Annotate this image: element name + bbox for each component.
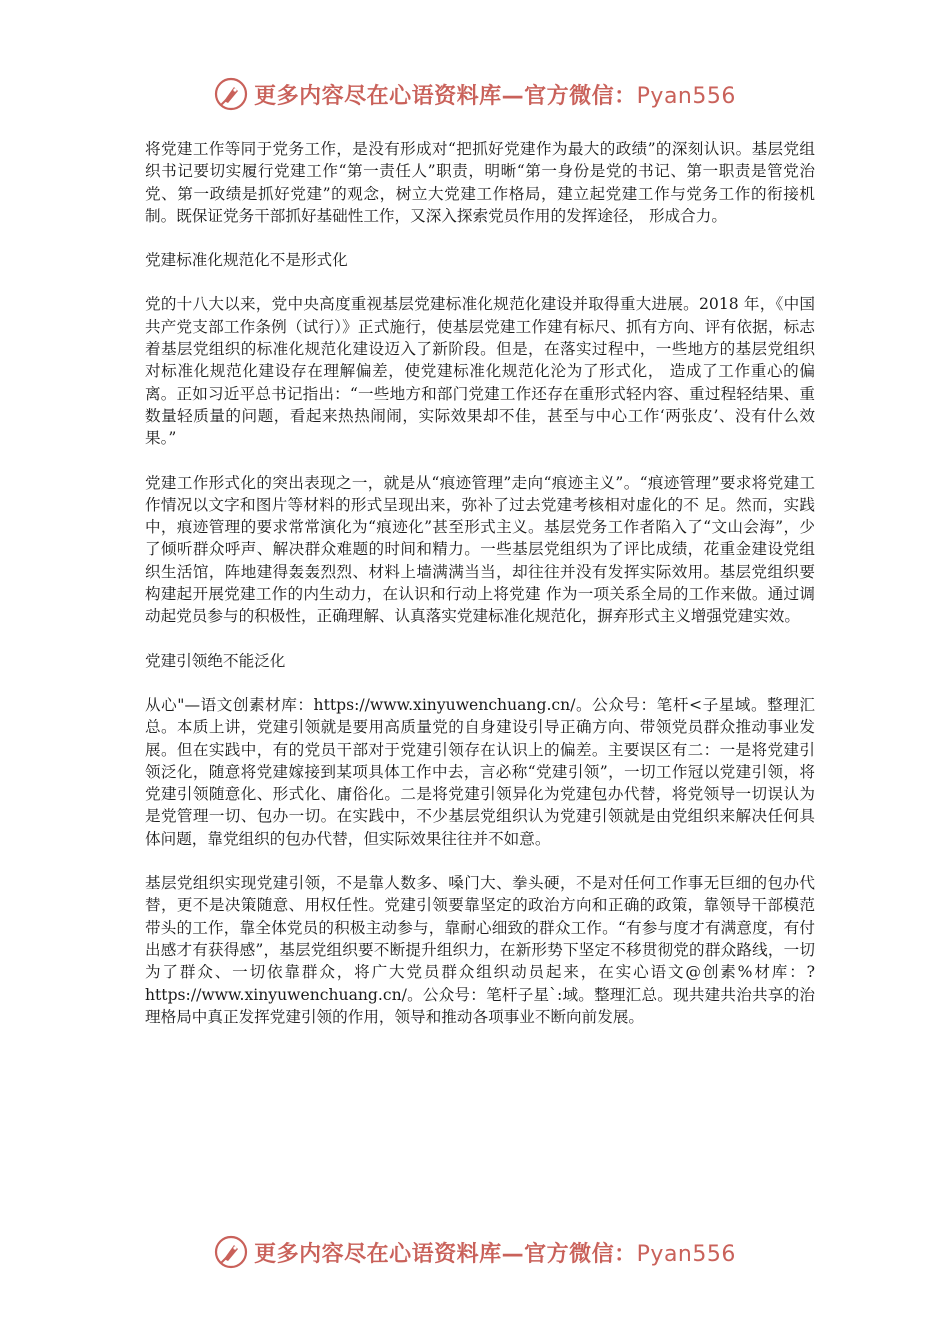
paragraph: 从心"—语文创素材库：https://www.xinyuwenchuang.cn/。公众号：笔杆<子星域。整理汇总。本质上讲，党建引领就是要用高质量党的自身建设引导正确方向、带领党员群众推动事业发展。但在实践中，有的党员干部对于党建引领存在认识上的偏差。主要误区有二：一是将党建引领泛化，随意将党建嫁接到某项具体工作中去，言必称“党建引领”，一切工作冠以党建引领，将党建引领随意化、形式化、庸俗化。二是将党建引领异化为党建包办代替，将党领导一切误认为是党管理一切、包办一切。在实践中，不少基层党组织认为党建引领就是由党组织来解决任何具体问题，靠党组织的包办代替，但实际效果往往并不如意。	[145, 695, 815, 848]
section-heading: 党建引领绝不能泛化	[145, 651, 286, 670]
wechat-id: Pyan556	[636, 1241, 736, 1267]
wechat-id: Pyan556	[636, 83, 736, 109]
paragraph: 基层党组织实现党建引领，不是靠人数多、嗓门大、拳头硬，不是对任何工作事无巨细的包办代替，更不是决策随意、用权任性。党建引领要靠坚定的政治方向和正确的政策，靠领导干部模范带头的工作，靠全体党员的积极主动参与，靠耐心细致的群众工作。“有参与度才有满意度，有付出感才有获得感”，基层党组织要不断提升组织力，在新形势下坚定不移贯彻党的群众路线，一切为了群众、一切依靠群众，将广大党员群众组织动员起来，在实心语文@创素%材库：?https://www.xinyuwenchuang.cn/。公众号：笔杆子星`:域。整理汇总。现共建共治共享的治理格局中真正发挥党建引领的作用，领导和推动各项事业不断向前发展。	[145, 874, 815, 1026]
section-heading: 党建标准化规范化不是形式化	[145, 251, 348, 270]
pen-nib-icon	[214, 77, 248, 111]
watermark-label: 更多内容尽在心语资料库—官方微信：	[254, 83, 637, 109]
watermark-label: 更多内容尽在心语资料库—官方微信：	[254, 1241, 637, 1267]
paragraph: 党建工作形式化的突出表现之一，就是从“痕迹管理”走向“痕迹主义”。“痕迹管理”要求将党建工作情况以文字和图片等材料的形式呈现出来，弥补了过去党建考核相对虚化的不 足。然而，实践中，痕迹管理的要求常常演化为“痕迹化”甚至形式主义。基层党务工作者陷入了“文山会海”，少了倾听群众呼声、解决群众难题的时间和精力。一些基层党组织为了评比成绩，花重金建设党组织生活馆，阵地建得轰轰烈烈、材料上墙满满当当，却往往并没有发挥实际效用。基层党组织要构建起开展党建工作的内生动力，在认识和行动上将党建 作为一项关系全局的工作来做。通过调动起党员参与的积极性，正确理解、认真落实党建标准化规范化，摒弃形式主义增强党建实效。	[145, 473, 815, 626]
paragraph: 将党建工作等同于党务工作，是没有形成对“把抓好党建作为最大的政绩”的深刻认识。基层党组织书记要切实履行党建工作“第一责任人”职责，明晰“第一身份是党的书记、第一职责是管党治党、第一政绩是抓好党建”的观念，树立大党建工作格局，建立起党建工作与党务工作的衔接机制。既保证党务干部抓好基础性工作，又深入探索党员作用的发挥途径， 形成合力。	[145, 140, 815, 225]
document-body	[145, 138, 815, 1050]
pen-nib-icon	[214, 1235, 248, 1269]
watermark-text	[254, 79, 736, 110]
footer-watermark-banner	[0, 1232, 950, 1272]
watermark-text	[254, 1237, 736, 1268]
paragraph: 党的十八大以来，党中央高度重视基层党建标准化规范化建设并取得重大进展。2018 年，《中国共产党支部工作条例（试行）》正式施行，使基层党建工作建有标尺、抓有方向、评有依据，标志着基层党组织的标准化规范化建设迈入了新阶段。但是，在落实过程中，一些地方的基层党组织对标准化规范化建设存在理解偏差，使党建标准化规范化沦为了形式化， 造成了工作重心的偏离。正如习近平总书记指出：“一些地方和部门党建工作还存在重形式轻内容、重过程轻结果、重数量轻质量的问题，看起来热热闹闹，实际效果却不佳，甚至与中心工作‘两张皮’、没有什么效果。”	[145, 295, 815, 448]
header-watermark-banner	[0, 74, 950, 114]
